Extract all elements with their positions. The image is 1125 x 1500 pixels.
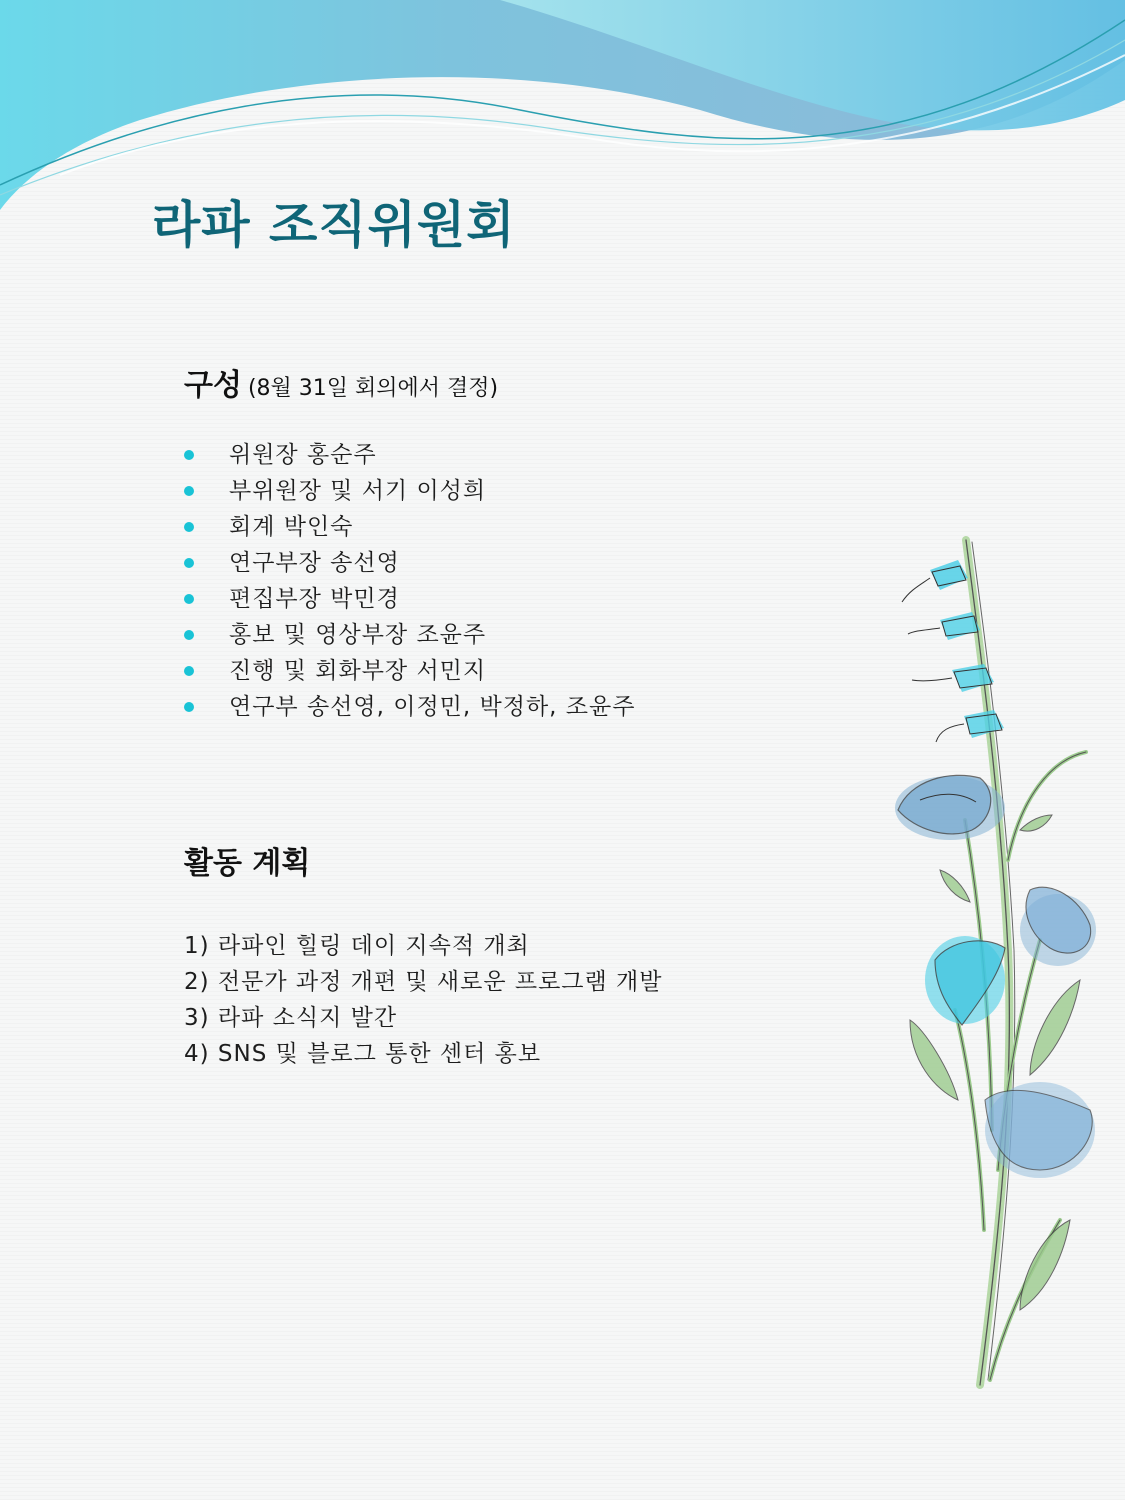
composition-heading: [184, 360, 498, 404]
member-text: 연구부장 송선영: [229, 550, 400, 576]
list-item: [184, 437, 635, 473]
member-text: 진행 및 회화부장 서민지: [229, 658, 487, 684]
member-text: 위원장 홍순주: [229, 442, 377, 468]
member-text: 부위원장 및 서기 이성희: [229, 478, 487, 504]
member-text: 연구부 송선영, 이정민, 박정하, 조윤주: [229, 694, 636, 720]
list-item: 2) 전문가 과정 개편 및 새로운 프로그램 개발: [184, 969, 663, 995]
list-item: 3) 라파 소식지 발간: [184, 1005, 398, 1031]
bullet-icon: [184, 630, 194, 640]
list-item: [184, 509, 635, 545]
large-blooms: [895, 775, 1096, 1178]
bullet-icon: [184, 702, 194, 712]
activity-plan-list: [184, 928, 663, 1072]
bullet-icon: [184, 594, 194, 604]
bell-flowers: [902, 560, 1004, 742]
list-item: [184, 617, 635, 653]
member-list: [184, 437, 635, 725]
composition-heading-label: 구성: [184, 368, 242, 403]
bullet-icon: [184, 450, 194, 460]
list-item: 4) SNS 및 블로그 통한 센터 홍보: [184, 1041, 542, 1067]
list-item: [184, 653, 635, 689]
bullet-icon: [184, 522, 194, 532]
list-item: [184, 545, 635, 581]
member-text: 회계 박인숙: [229, 514, 354, 540]
member-text: 홍보 및 영상부장 조윤주: [229, 622, 487, 648]
bullet-icon: [184, 558, 194, 568]
bullet-icon: [184, 486, 194, 496]
list-item: [184, 581, 635, 617]
member-text: 편집부장 박민경: [229, 586, 400, 612]
list-item: [184, 689, 635, 725]
bullet-icon: [184, 666, 194, 676]
flower-illustration: [880, 530, 1120, 1400]
list-item: [184, 473, 635, 509]
list-item: 1) 라파인 힐링 데이 지속적 개최: [184, 933, 530, 959]
activity-plan-heading: 활동 계획: [184, 846, 311, 881]
page-title: 라파 조직위원회: [152, 196, 516, 254]
composition-heading-note: (8월 31일 회의에서 결정): [247, 376, 499, 401]
